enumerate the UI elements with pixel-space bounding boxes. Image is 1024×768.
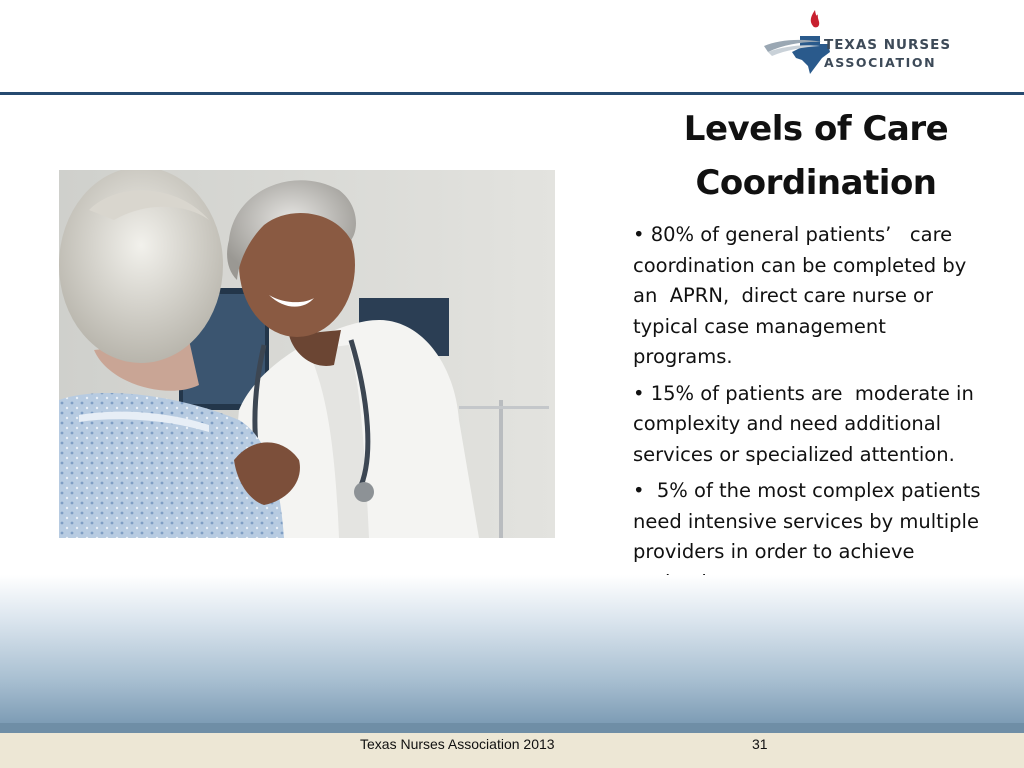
logo-wordmark	[824, 37, 951, 71]
page-number: 31	[752, 736, 768, 752]
bullet-item: • 80% of general patients’ care coordination can be completed by an APRN, direct care nurse or typical case management programs.	[633, 223, 973, 368]
slide-title: Levels of Care Coordination	[683, 109, 949, 203]
texas-nurses-association-logo	[762, 8, 982, 80]
header-divider	[0, 92, 1024, 95]
logo-text-nurses: NURSES	[883, 37, 952, 53]
footer-gradient-band	[0, 575, 1024, 725]
footer-text: Texas Nurses Association 2013	[360, 736, 555, 752]
logo-text-texas: TEXAS	[824, 37, 879, 53]
bullet-list	[633, 220, 983, 604]
bullet-item: • 15% of patients are moderate in complexity and need additional services or specialized attention.	[633, 381, 981, 466]
logo-text-association: ASSOCIATION	[824, 55, 937, 70]
bullet-item: • 5% of the most complex patients need intensive services by multiple providers in order to achieve	[633, 479, 981, 563]
nurse-patient-photo	[59, 170, 555, 538]
